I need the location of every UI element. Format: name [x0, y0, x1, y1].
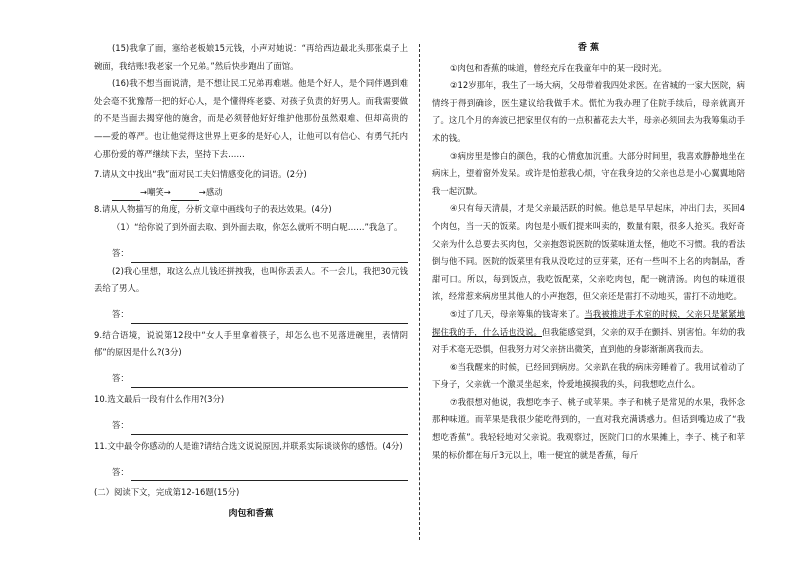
fill-text-b: →感动	[198, 186, 223, 197]
answer-line[interactable]	[131, 311, 408, 324]
question-10: 10.选文最后一段有什么作用?(3分)	[94, 393, 225, 404]
question-7-fill	[94, 184, 408, 202]
question-8-2: (2)我心里想，取这么点儿钱还拼拽我，也叫你丢丢人。不一会儿，我把30元钱丢给了男人。	[94, 265, 408, 294]
answer-label: 答：	[112, 309, 129, 320]
paragraph-16: (16)我不想当面说清，是不想让民工兄弟再难堪。他是个好人，是个同伴遇到难处会毫不犹豫帮一把的好心人，是个懂得疼老婆、对孩子负责的好男人。而我需要做的不是当面去揭穿他的施舍，而是必须替他好好维护他那份虽然艰难、但却高贵的——爱的尊严。也让他觉得这世界上更多的是好心人，让他可以有信心、有勇气托内心那份爱的尊严继续下去，坚持下去……	[94, 78, 408, 159]
question-9: 9.结合语境，说说第12段中“女人手里拿着筷子，却怎么也不见落进碗里，表情阴郁”的原因是什么?(3分)	[94, 329, 408, 358]
answer-11	[94, 455, 408, 481]
section-2-heading: (二）阅读下文，完成第12-16题(15分)	[94, 487, 240, 498]
paragraph-1: ①肉包和香蕉的味道，曾经充斥在我童年中的某一段时光。	[450, 62, 667, 73]
answer-line[interactable]	[131, 375, 408, 388]
fill-text-a: →嘲笑→	[140, 186, 171, 197]
answer-label: 答：	[112, 419, 129, 430]
paragraph-15: (15)我拿了面，塞给老板娘15元钱，小声对她说：“再给西边最北头那张桌子上碗面，我结账!我老家一个兄弟。”然后快步跑出了面馆。	[94, 43, 408, 71]
right-column	[432, 40, 745, 464]
answer-line[interactable]	[131, 468, 408, 481]
fill-blank-2[interactable]	[171, 191, 199, 201]
question-11: 11.文中最令你感动的人是谁?请结合选文说说原因,并联系实际谈谈你的感悟。(4分)	[94, 440, 403, 451]
answer-label: 答：	[112, 247, 129, 258]
answer-label: 答：	[112, 373, 129, 384]
left-column	[94, 40, 408, 525]
answer-9	[94, 362, 408, 388]
answer-8-2	[94, 298, 408, 324]
question-7: 7.请从文中找出“我”面对民工夫妇情感变化的词语。(2分)	[94, 169, 307, 180]
question-8-1: （1）“给你说了到外面去取、到外面去取，你怎么就听不明白呢……”我急了。	[112, 221, 403, 232]
paragraph-7: ⑦我很想对他说，我想吃李子、桃子或苹果。李子和桃子是常见的水果，我怀念那种味道。而苹果是我很少能吃得到的，一直对我充满诱惑力。但话到嘴边成了“我想吃香蕉”。我轻轻地对父亲说。我观察过，医院门口的水果摊上，李子、桃子和苹果的标价都在每斤3元以上，唯一便宜的就是香蕉，每斤	[432, 396, 745, 460]
paragraph-3: ③病房里是惨白的颜色，我的心情愈加沉重。大部分时间里，我喜欢静静地坐在病床上，望着窗外发呆。或许是怕惹我心烦，守在我身边的父亲也总是小心翼翼地陪我一起沉默。	[432, 150, 745, 196]
underlined-sentence: 当我被推进手术室的时候，父亲只是紧紧地握住我的手，什么话也没说。	[432, 308, 745, 337]
paragraph-5	[432, 306, 745, 359]
passage-title: 香 蕉	[577, 43, 600, 53]
column-divider	[419, 44, 420, 540]
answer-label: 答：	[112, 466, 129, 477]
answer-line[interactable]	[131, 250, 408, 263]
fill-blank-1[interactable]	[112, 191, 140, 201]
paragraph-5-end: 但我能感觉到，父亲的双手在颤抖、别害怕。年幼的我对手术毫无恐惧，但我努力对父亲挤出微笑，直到他的身影渐渐离我而去。	[432, 326, 746, 355]
answer-8-1	[94, 237, 408, 263]
passage-2-title: 肉包和香蕉	[228, 508, 274, 519]
answer-line[interactable]	[131, 422, 408, 435]
question-8: 8.请从人物描写的角度，分析文章中画线句子的表达效果。(4分)	[94, 204, 332, 215]
paragraph-5-start: ⑤过了几天，母亲筹集的钱寄来了。	[450, 308, 585, 319]
answer-10	[94, 409, 408, 435]
paragraph-2: ②12岁那年，我生了一场大病，父母带着我四处求医。在省城的一家大医院，病情终于得到确诊，医生建议给我做手术。慌忙为我办理了住院手续后，母亲就离开了。这几个月的奔波已把家里仅有的一点积蓄花去大半，母亲必须回去为我筹集动手术的钱。	[432, 80, 745, 143]
paragraph-4: ④只有每天清晨，才是父亲最活跃的时候。他总是早早起床，冲出门去，买回4个肉包，当一天的饭菜。肉包是小贩们提来叫卖的，数量有限，很多人抢买。我好奇父亲为什么总要去买肉包，父亲抱怨说医院的饭菜味道太怪，他吃不习惯。我的看法倒与他不同。医院的饭菜里有我从没吃过的豆芽菜，还有一些叫不上名的肉制品，香甜可口。所以，每到饭点，我吃饭配菜，父亲吃肉包，配一碗清汤。肉包的味道很浓，经常惹来病房里其他人的小声抱怨，但父亲还是雷打不动地买，雷打不动地吃。	[432, 203, 745, 302]
paragraph-6: ⑥当我醒来的时候，已经回到病房。父亲趴在我的病床旁睡着了。我用试着动了下身子，父亲就一个激灵坐起来，怜爱地摸摸我的头，问我想吃点什么。	[432, 361, 745, 390]
